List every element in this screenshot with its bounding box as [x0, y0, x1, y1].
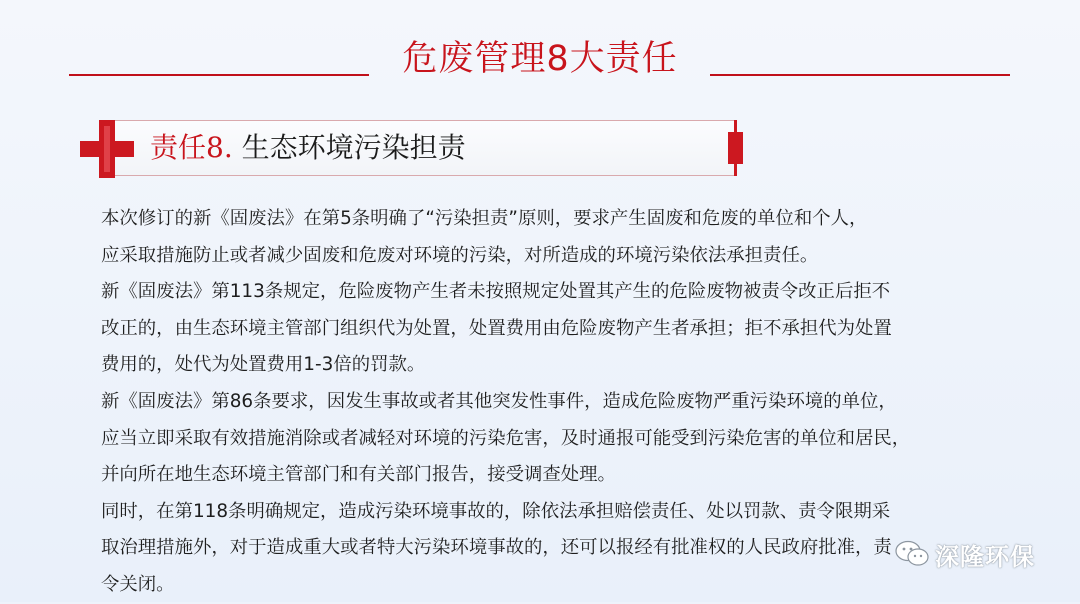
text-line: 应采取措施防止或者减少固废和危废对环境的污染，对所造成的环境污染依法承担责任。	[101, 244, 819, 266]
text-line: 改正的，由生态环境主管部门组织代为处置，处置费用由危险废物产生者承担；拒不承担代为处置	[101, 317, 892, 339]
banner-cross-ornament	[80, 120, 134, 178]
section-title-prefix: 责任8.	[150, 131, 233, 164]
text-line: 应当立即采取有效措施消除或者减轻对环境的污染危害，及时通报可能受到污染危害的单位和居民，	[101, 427, 911, 449]
text-line: 取治理措施外，对于造成重大或者特大污染环境事故的，还可以报经有批准权的人民政府批准，责	[101, 537, 892, 559]
banner-bar-ornament	[724, 120, 748, 176]
text-line: 费用的，处代为处置费用1-3倍的罚款。	[101, 354, 426, 376]
page-title: 危废管理8大责任	[402, 39, 678, 79]
text-line: 新《固废法》第86条要求，因发生事故或者其他突发性事件，造成危险废物严重污染环境的单位，	[101, 390, 897, 412]
body-text	[101, 201, 1001, 604]
section-title	[150, 127, 466, 169]
wechat-icon	[895, 540, 929, 568]
watermark	[895, 539, 1035, 569]
text-line: 同时，在第118条明确规定，造成污染环境事故的，除依法承担赔偿责任、处以罚款、责令限期采	[101, 500, 891, 522]
title-rule-right	[710, 74, 1010, 76]
text-line: 新《固废法》第113条规定，危险废物产生者未按照规定处置其产生的危险废物被责令改正后拒不	[101, 281, 891, 303]
text-line: 本次修订的新《固废法》在第5条明确了“污染担责”原则，要求产生固废和危废的单位和个人，	[101, 208, 868, 229]
text-line: 并向所在地生态环境主管部门和有关部门报告，接受调查处理。	[101, 464, 616, 486]
text-line: 令关闭。	[101, 573, 175, 595]
section-title-text: 生态环境污染担责	[232, 131, 466, 164]
watermark-text: 深隆环保	[935, 542, 1035, 571]
